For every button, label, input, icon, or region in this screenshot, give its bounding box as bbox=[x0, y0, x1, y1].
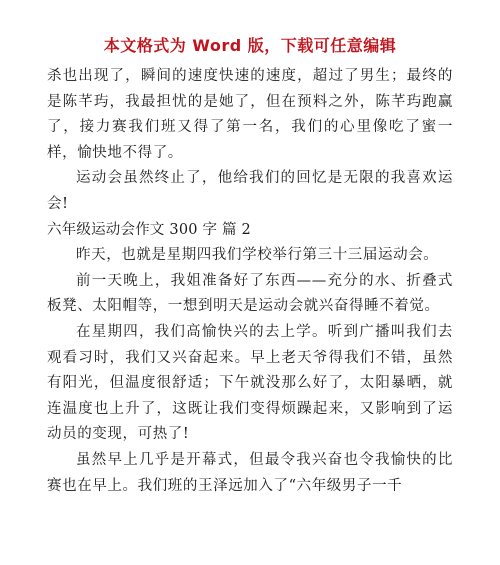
essay-body bbox=[47, 64, 453, 499]
download-banner: 本文格式为 Word 版，下载可任意编辑 bbox=[103, 36, 397, 55]
paragraph-thursday: 在星期四，我们高愉快兴的去上学。听到广播叫我们去观看习时，我们又兴奋起来。早上老天爷得我们不错，虽然有阳光，但温度很舒适；下午就没那么好了，太阳暴晒，就连温度也上升了，这既让我们变得烦躁起来，又影响到了运动员的变现，可热了! bbox=[47, 323, 453, 443]
paragraph-night-before: 前一天晚上，我姐准备好了东西——充分的水、折叠式板凳、太阳帽等，一想到明天是运动会就兴奋得睡不着觉。 bbox=[47, 272, 453, 315]
paragraph-yesterday: 昨天，也就是星期四我们学校举行第三十三届运动会。 bbox=[76, 247, 439, 264]
paragraph-morning-race: 虽然早上几乎是开幕式，但最令我兴奋也令我愉快的比赛也在早上。我们班的王泽远加入了“六年级男子一千 bbox=[47, 451, 453, 494]
paragraph-sports-meet-ending: 运动会虽然终止了，他给我们的回忆是无限的我喜欢运会! bbox=[47, 170, 453, 212]
paragraph-continued: 杀也出现了，瞬间的速度快速的速度，超过了男生；最终的是陈芊玙，我最担忧的是她了，但在预料之外，陈芊玙跑赢了，接力赛我们班又得了第一名，我们的心里像吃了蜜一样，愉快地不得了。 bbox=[47, 68, 453, 161]
essay-heading: 六年级运动会作文 300 字 篇 2 bbox=[47, 221, 251, 238]
